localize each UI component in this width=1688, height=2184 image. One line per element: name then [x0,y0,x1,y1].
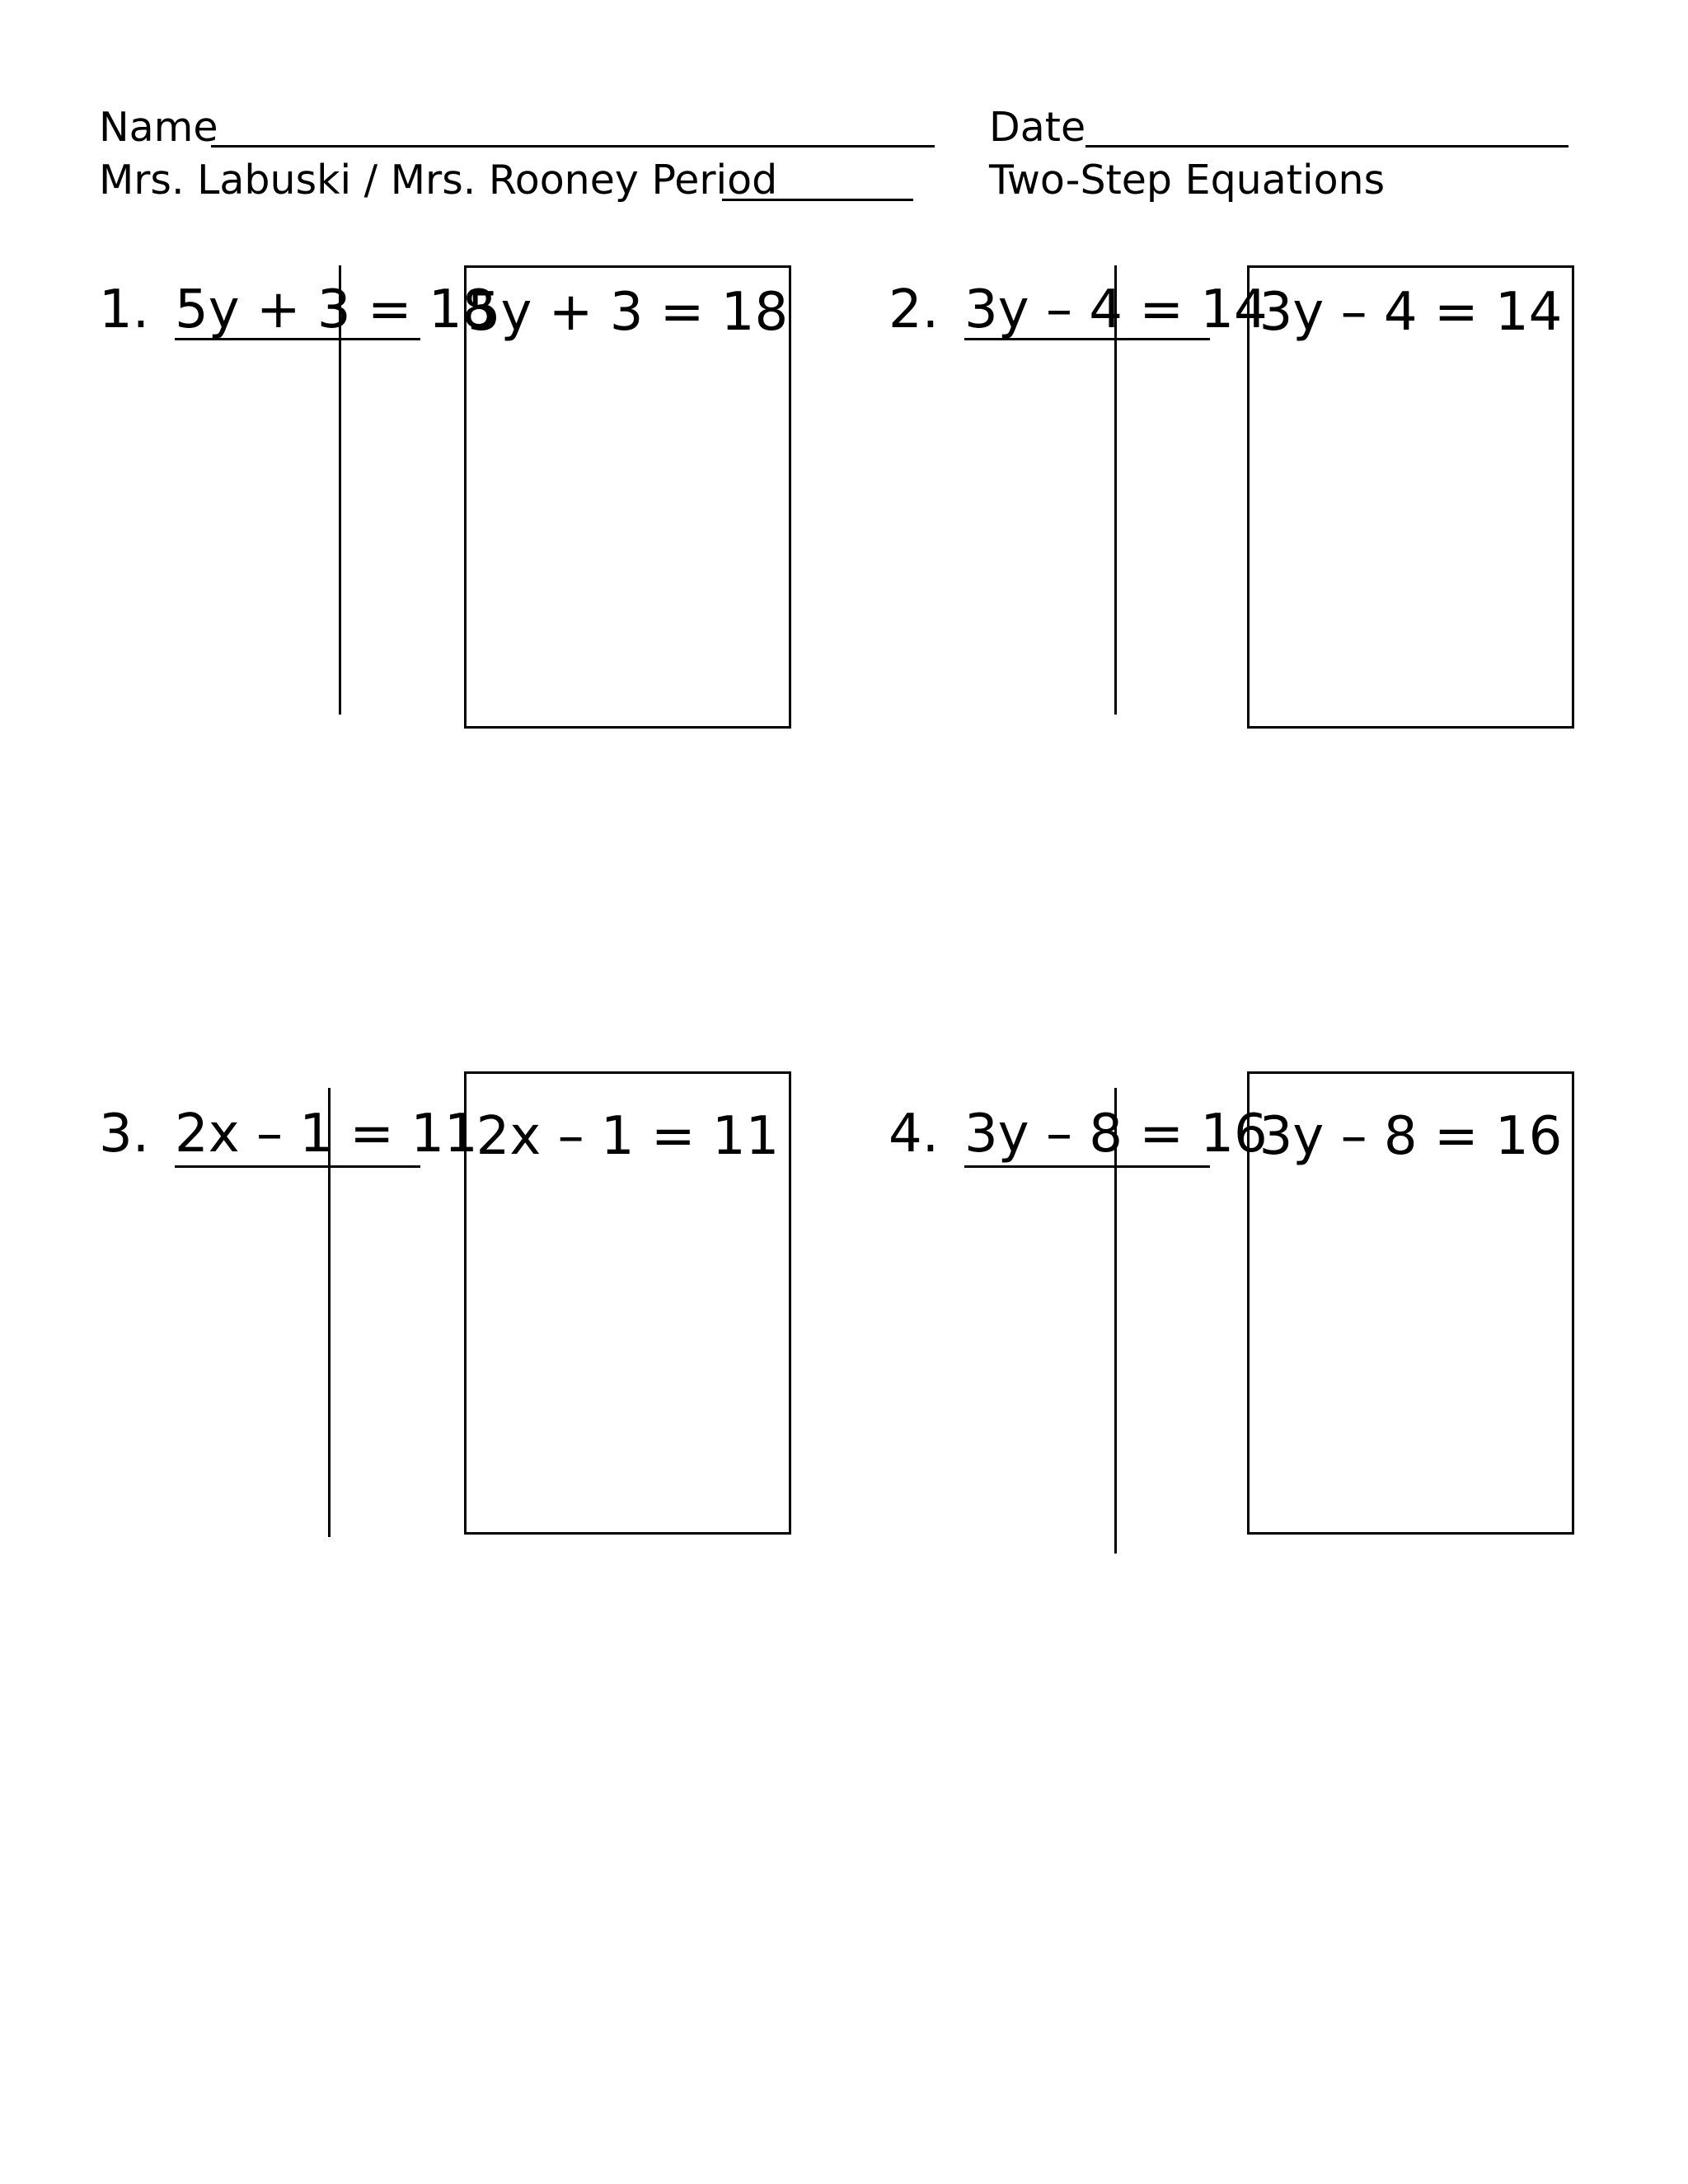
work-divider-line [339,265,341,715]
work-box-equation: 3y – 4 = 14 [1259,282,1563,343]
work-box[interactable] [1247,1071,1574,1535]
work-box[interactable] [464,1071,791,1535]
work-divider-line [1114,1088,1117,1554]
problem-equation: 2x – 1 = 11 [175,1104,478,1165]
name-label: Name [99,104,218,151]
date-label: Date [989,104,1086,151]
equation-underline [964,338,1210,340]
work-box[interactable] [1247,265,1574,729]
problem-2 [889,265,1680,760]
problem-equation: 5y + 3 = 18 [175,279,496,340]
problem-number: 3. [99,1104,150,1165]
equation-underline [175,1165,420,1168]
worksheet-title: Two-Step Equations [989,157,1386,204]
work-box-equation: 5y + 3 = 18 [467,282,789,343]
problem-1 [99,265,890,760]
date-field-line[interactable] [1085,145,1568,148]
work-box-equation: 2x – 1 = 11 [476,1106,780,1167]
equation-underline [964,1165,1210,1168]
problem-equation: 3y – 4 = 14 [964,279,1268,340]
problem-number: 2. [889,279,940,340]
problem-3 [99,1071,890,1566]
teachers-period-label: Mrs. Labuski / Mrs. Rooney Period [99,157,778,204]
name-field-line[interactable] [211,145,935,148]
work-box-equation: 3y – 8 = 16 [1259,1106,1563,1167]
equation-underline [175,338,420,340]
problem-equation: 3y – 8 = 16 [964,1104,1268,1165]
problem-number: 4. [889,1104,940,1165]
problem-number: 1. [99,279,150,340]
problem-4 [889,1071,1680,1566]
work-divider-line [1114,265,1117,715]
work-box[interactable] [464,265,791,729]
work-divider-line [328,1088,331,1537]
period-field-line[interactable] [722,199,913,201]
